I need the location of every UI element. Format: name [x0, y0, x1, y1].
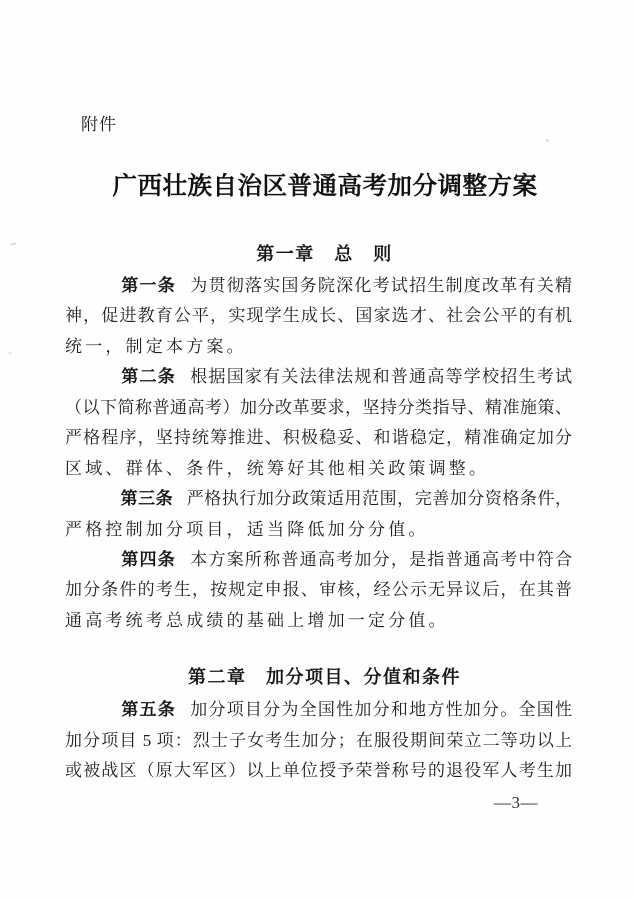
article-line: （以下简称普通高考）加分改革要求，坚持分类指导、精准施策、 — [65, 397, 572, 417]
lead-gap — [176, 290, 189, 291]
article-line: 加分条件的考生，按规定申报、审核，经公示无异议后，在其普 — [65, 580, 572, 600]
lead-gap — [176, 714, 189, 715]
article-first-line — [65, 484, 572, 514]
article-text: 本方案所称普通高考加分，是指普通高考中符合 — [188, 549, 573, 569]
article-number: 第四条 — [120, 549, 176, 569]
paragraph-indent — [65, 381, 120, 382]
article-number: 第五条 — [120, 700, 176, 720]
attachment-label: 附件 — [81, 115, 117, 134]
article-line: 严格控制加分项目，适当降低加分分值。 — [65, 519, 429, 539]
lead-gap — [176, 564, 189, 565]
article-text: 严格执行加分政策适用范围，完善加分资格条件， — [186, 489, 573, 509]
chapter-heading: 第一章 总 则 — [256, 244, 393, 264]
article-number: 第一条 — [120, 276, 176, 295]
chapter-heading: 第二章 加分项目、分值和条件 — [188, 667, 461, 688]
article-number: 第三条 — [120, 489, 174, 509]
paragraph-indent — [65, 503, 120, 504]
article-line: 神，促进教育公平，实现学生成长、国家选才、社会公平的有机 — [65, 306, 572, 326]
article-line: 区域、群体、条件，统筹好其他相关政策调整。 — [65, 458, 490, 478]
paragraph-indent — [65, 714, 120, 715]
article-first-line — [65, 271, 572, 301]
document-body — [65, 239, 572, 787]
article-line: 通高考统考总成绩的基础上增加一定分值。 — [65, 610, 449, 630]
article-first-line — [65, 362, 572, 392]
scan-speck — [8, 352, 12, 354]
article-line: 或被战区（原大军区）以上单位授予荣誉称号的退役军人考生加 — [65, 761, 572, 781]
scan-speck — [546, 139, 549, 142]
paragraph-indent — [65, 564, 120, 565]
article-text: 根据国家有关法律法规和普通高等学校招生考试 — [188, 367, 573, 387]
article-line: 统一，制定本方案。 — [65, 336, 247, 356]
article-text: 为贯彻落实国务院深化考试招生制度改革有关精 — [188, 276, 573, 295]
article-text: 加分项目分为全国性加分和地方性加分。全国性 — [188, 700, 573, 720]
article-line: 严格程序，坚持统筹推进、积极稳妥、和谐稳定，精准确定加分 — [65, 428, 572, 448]
scan-speck — [10, 242, 17, 245]
article-first-line — [65, 545, 572, 575]
page-number: —3— — [494, 793, 538, 812]
lead-gap — [173, 503, 186, 504]
lead-gap — [176, 381, 189, 382]
paragraph-indent — [65, 290, 120, 291]
article-line: 加分项目 5 项：烈士子女考生加分；在服役期间荣立二等功以上 — [65, 730, 572, 750]
article-number: 第二条 — [120, 367, 176, 387]
article-first-line — [65, 695, 572, 725]
document-title: 广西壮族自治区普通高考加分调整方案 — [112, 173, 538, 200]
